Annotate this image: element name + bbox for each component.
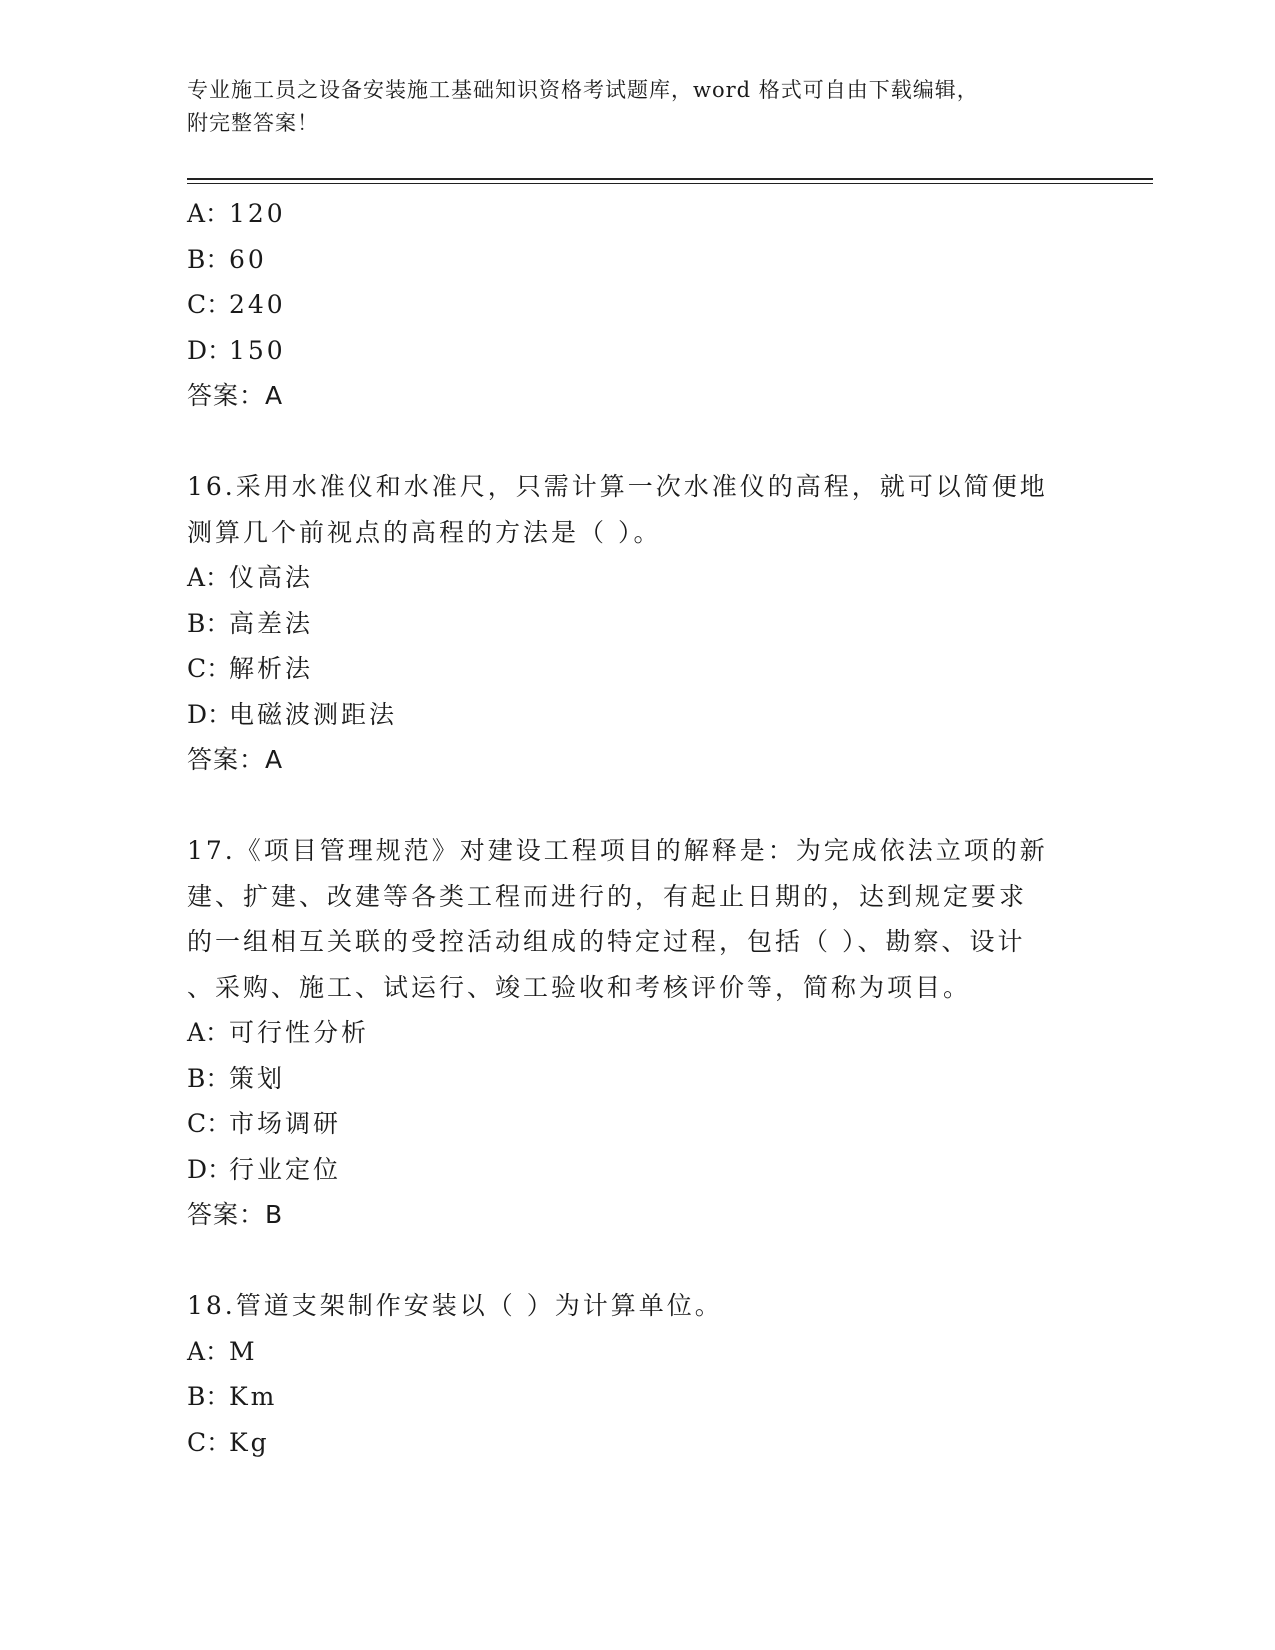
question-17-stem xyxy=(187,828,1067,1010)
header-divider-thick xyxy=(187,178,1153,180)
option-text: 可行性分析 xyxy=(229,1018,370,1047)
option-label: D： xyxy=(187,699,233,729)
option-label: C： xyxy=(187,1427,232,1457)
stem-line: 建、扩建、改建等各类工程而进行的，有起止日期的，达到规定要求 xyxy=(187,881,1028,911)
option-b xyxy=(187,237,1087,283)
option-text: 行业定位 xyxy=(229,1154,342,1184)
question-16-answer: 答案：A xyxy=(187,745,284,774)
stem-line: 测算几个前视点的高程的方法是（ ）。 xyxy=(187,517,662,547)
option-label: B： xyxy=(187,608,231,638)
option-c xyxy=(187,1420,1087,1466)
option-text: 市场调研 xyxy=(229,1109,342,1138)
header-divider-thin xyxy=(187,183,1153,184)
option-text: M xyxy=(229,1336,258,1366)
question-17-answer: 答案：B xyxy=(187,1200,284,1229)
question-16-stem xyxy=(187,464,1067,555)
option-text: 解析法 xyxy=(229,654,314,683)
option-label: B： xyxy=(187,244,231,274)
option-label: B： xyxy=(187,1382,231,1411)
option-text: 仪高法 xyxy=(229,563,314,592)
option-label: C： xyxy=(187,1109,232,1138)
option-a xyxy=(187,555,1087,601)
option-label: A： xyxy=(187,563,231,592)
option-label: C： xyxy=(187,290,232,319)
option-text: 电磁波测距法 xyxy=(229,699,398,729)
question-15-options xyxy=(187,191,1087,419)
option-text: 120 xyxy=(229,199,286,228)
option-text: 60 xyxy=(229,244,267,274)
option-c xyxy=(187,282,1087,328)
option-b xyxy=(187,1374,1087,1420)
option-text: Kg xyxy=(229,1427,270,1457)
option-label: A： xyxy=(187,1018,231,1047)
question-16 xyxy=(187,464,1087,783)
stem-line: 18.管道支架制作安装以（ ）为计算单位。 xyxy=(187,1291,723,1320)
option-a xyxy=(187,1329,1087,1375)
option-label: D： xyxy=(187,1154,233,1184)
stem-line: 16.采用水准仪和水准尺，只需计算一次水准仪的高程，就可以简便地 xyxy=(187,472,1048,501)
option-label: C： xyxy=(187,654,232,683)
stem-line: 的一组相互关联的受控活动组成的特定过程，包括（ ）、勘察、设计 xyxy=(187,927,1026,956)
option-a xyxy=(187,191,1087,237)
question-content xyxy=(187,191,1087,1465)
stem-line: 、采购、施工、试运行、竣工验收和考核评价等，简称为项目。 xyxy=(187,972,972,1002)
option-label: A： xyxy=(187,199,231,228)
option-d xyxy=(187,1147,1087,1193)
spacer xyxy=(187,419,1087,465)
option-label: D： xyxy=(187,335,233,365)
option-d xyxy=(187,692,1087,738)
option-text: 高差法 xyxy=(229,608,314,638)
document-header xyxy=(187,74,1087,140)
header-line-1: 专业施工员之设备安装施工基础知识资格考试题库，word 格式可自由下载编辑， xyxy=(187,78,979,102)
spacer xyxy=(187,1238,1087,1284)
option-b xyxy=(187,601,1087,647)
option-label: B： xyxy=(187,1063,231,1093)
option-text: 150 xyxy=(229,335,286,365)
option-text: Km xyxy=(229,1382,278,1411)
question-18-stem xyxy=(187,1283,1067,1329)
spacer xyxy=(187,783,1087,829)
option-c xyxy=(187,646,1087,692)
option-b xyxy=(187,1056,1087,1102)
stem-line: 17.《项目管理规范》对建设工程项目的解释是：为完成依法立项的新 xyxy=(187,836,1048,865)
question-17 xyxy=(187,828,1087,1238)
option-label: A： xyxy=(187,1336,231,1366)
option-d xyxy=(187,328,1087,374)
question-15-answer: 答案：A xyxy=(187,381,284,410)
option-text: 策划 xyxy=(229,1063,286,1093)
question-18 xyxy=(187,1283,1087,1465)
option-c xyxy=(187,1101,1087,1147)
header-line-2: 附完整答案！ xyxy=(187,111,319,135)
option-a xyxy=(187,1010,1087,1056)
option-text: 240 xyxy=(229,290,286,319)
